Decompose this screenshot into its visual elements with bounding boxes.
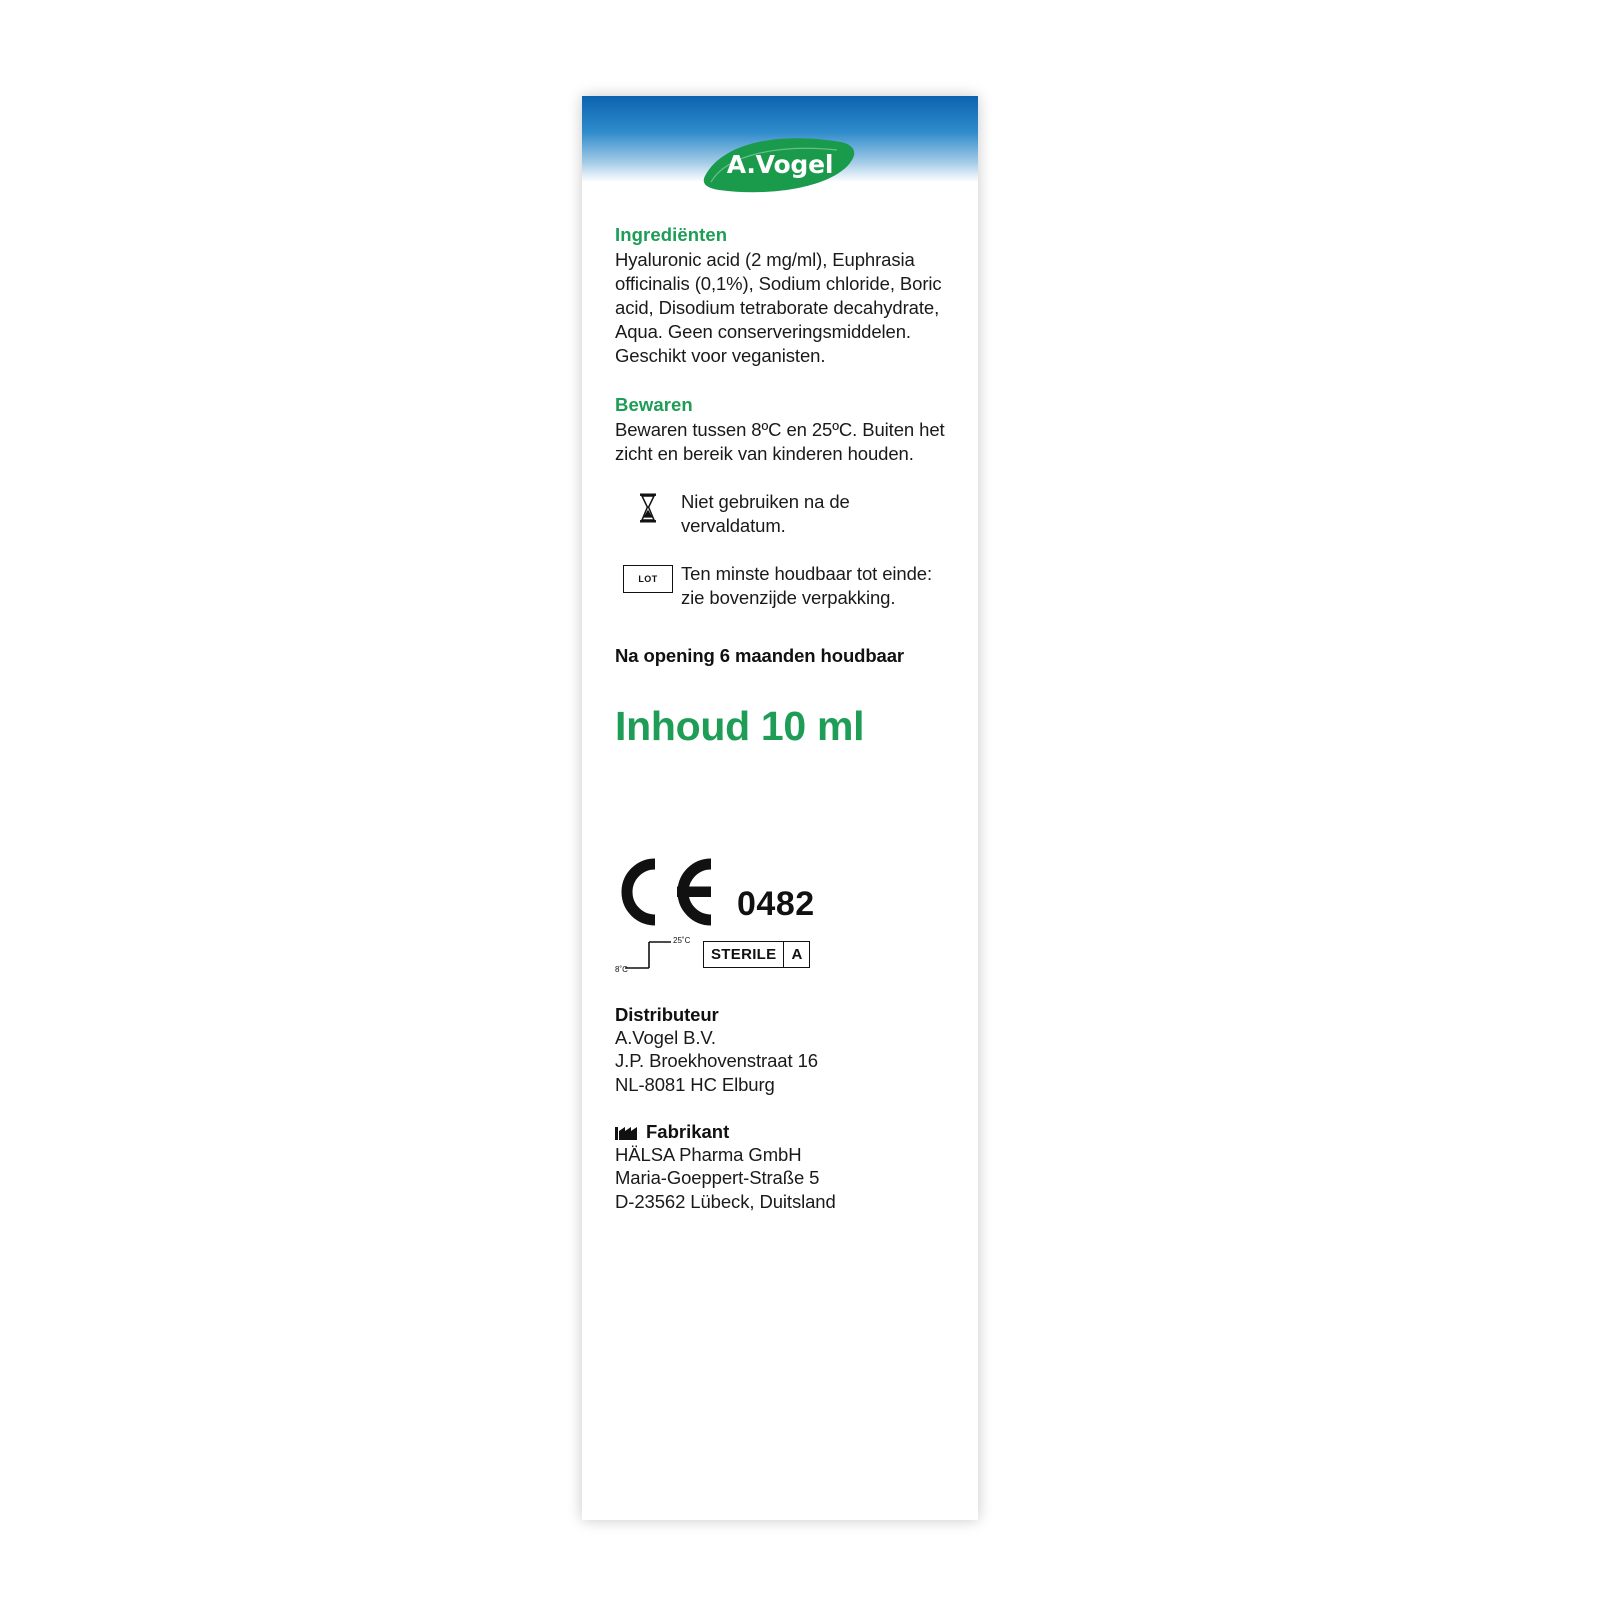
storage-text: Bewaren tussen 8ºC en 25ºC. Buiten het zicht en bereik van kinderen houden.	[615, 419, 945, 465]
product-package-panel	[582, 96, 978, 1520]
hourglass-icon-cell	[615, 490, 681, 523]
ce-mark-icon	[615, 858, 723, 926]
storage-section	[615, 394, 955, 466]
lot-symbol-row	[615, 562, 955, 610]
manufacturer-line-3: D-23562 Lübeck, Duitsland	[615, 1190, 836, 1212]
lot-icon-cell	[615, 562, 681, 593]
lot-text: Ten minste houdbaar tot einde: zie bovenzijde verpakking.	[681, 563, 933, 609]
distributor-line-1: A.Vogel B.V.	[615, 1026, 716, 1048]
volume-text: Inhoud 10 ml	[615, 702, 865, 749]
sterile-badge	[703, 941, 810, 968]
distributor-heading: Distributeur	[615, 1003, 719, 1025]
notified-body-number: 0482	[737, 884, 815, 923]
svg-text:8˚C: 8˚C	[615, 964, 628, 974]
sterile-method: A	[783, 942, 809, 967]
manufacturer-heading-row	[615, 1121, 955, 1143]
ingredients-section	[615, 224, 955, 368]
distributor-line-3: NL-8081 HC Elburg	[615, 1073, 775, 1095]
ce-certification-block	[615, 858, 955, 926]
manufacturer-heading: Fabrikant	[646, 1120, 730, 1142]
lot-batch-icon: LOT	[623, 565, 673, 593]
distributor-line-2: J.P. Broekhovenstraat 16	[615, 1050, 818, 1072]
brand-logo-text: A.Vogel	[726, 149, 834, 179]
manufacturer-line-2: Maria-Goeppert-Straße 5	[615, 1167, 820, 1189]
sterility-symbol-row	[615, 934, 955, 976]
expiry-symbol-row	[615, 490, 955, 538]
after-opening-text: Na opening 6 maanden houdbaar	[615, 644, 905, 666]
ingredients-text: Hyaluronic acid (2 mg/ml), Euphrasia officinalis (0,1%), Sodium chloride, Boric acid, Disodium tetraborate decahydrate, Aqua. Geen conserveringsmiddelen. Geschikt voor veganisten.	[615, 249, 942, 367]
manufacturer-line-1: HÄLSA Pharma GmbH	[615, 1143, 802, 1165]
hourglass-expiry-icon	[637, 493, 659, 523]
sterile-label: STERILE	[711, 946, 777, 964]
label-content	[615, 224, 955, 1214]
storage-heading: Bewaren	[615, 394, 693, 416]
temperature-range-icon	[615, 934, 693, 976]
ingredients-heading: Ingrediënten	[615, 224, 728, 245]
brand-logo	[701, 136, 859, 194]
svg-text:25˚C: 25˚C	[673, 935, 691, 945]
factory-icon	[615, 1123, 639, 1140]
expiry-text: Niet gebruiken na de vervaldatum.	[681, 491, 850, 537]
